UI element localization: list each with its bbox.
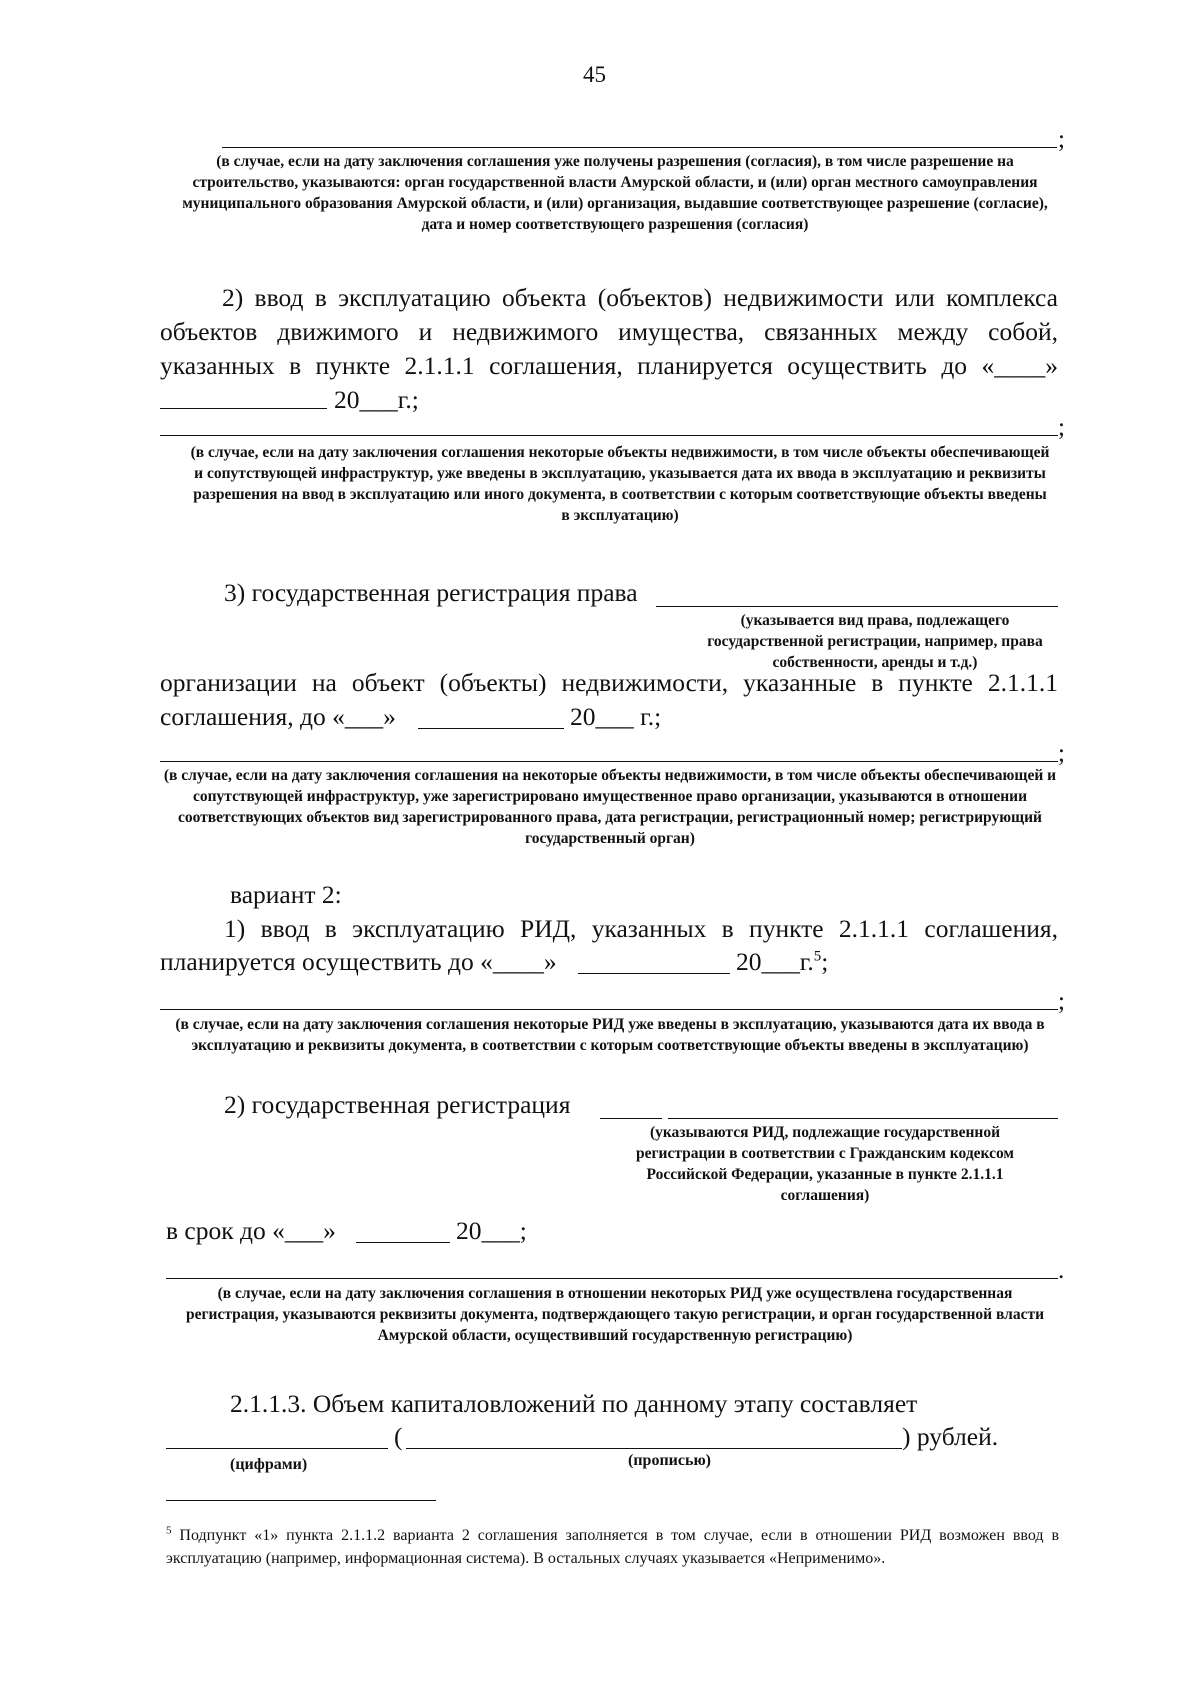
fill-line-commissioning [160, 435, 1058, 436]
item3-line3b: 20___ г.; [570, 702, 662, 731]
footnote-mark: 5 [166, 1524, 172, 1537]
fill-line-month-item2 [160, 408, 327, 409]
fill-line-rid-list [668, 1118, 1058, 1119]
capital-line1: 2.1.1.3. Объем капиталовложений по данному этапу составляет [230, 1389, 918, 1418]
fill-line-capital-words [406, 1448, 902, 1449]
footnote [166, 1524, 1059, 1570]
item2b-line2a: в срок до «___» [166, 1216, 336, 1245]
note-registered-rights: (в случае, если на дату заключения соглашения на некоторые объекты недвижимости, в том числе объекты обеспечивающей и сопутствующей инфраструктур, уже зарегистрировано имущественное право организации, указываются в отношении соответствующих объектов вид зарегистрированного права, дата регистрации, регистрационный номер; регистрирующий государственный орган) [163, 767, 1057, 847]
hint-rid-list: (указываются РИД, подлежащие государственной регистрации в соответствии с Гражданским кодексом Российской Федерации, указанные в пункте 2.1.1.1 соглашения) [635, 1124, 1014, 1204]
variant2-semicolon: ; [821, 947, 829, 976]
note-commissioning: (в случае, если на дату заключения соглашения некоторые объекты недвижимости, в том числе объекты обеспечивающей и сопутствующей инфраструктур, уже введены в эксплуатацию, указывается дата их ввода в эксплуатацию и реквизиты разрешения на ввод в эксплуатацию или иного документа, в соответствии с которым соответствующие объекты введены в эксплуатацию) [190, 444, 1050, 524]
note-permits: (в случае, если на дату заключения соглашения уже получены разрешения (согласия), в том числе разрешение на строительство, указываются: орган государственной власти Амурской области, и (или) орган местного самоуправления муниципального образования Амурской области, и (или) организация, выдавшие соответствующее разрешение (согласие), дата и номер соответствующего разрешения (согласия) [182, 153, 1048, 233]
item2-line4: 20___г.; [334, 385, 419, 414]
variant2-year: 20___г. [736, 947, 814, 976]
variant2-title: вариант 2: [230, 880, 342, 909]
item2b-line2b: 20___; [456, 1216, 527, 1245]
fill-line-permits [222, 147, 1057, 148]
hint-right-type: (указывается вид права, подлежащего государственной регистрации, например, права собственности, аренды и т.д.) [707, 612, 1043, 671]
item3-line2: организации на объект (объекты) недвижимости, указанные в пункте 2.1.1.1 [160, 668, 1058, 697]
item2-line2: объектов движимого и недвижимого имущества, связанных между собой, [160, 317, 1058, 346]
footnote-ref-5: 5 [813, 948, 822, 965]
capital-close: ) рублей. [902, 1422, 999, 1451]
fill-line-month-variant2 [578, 973, 730, 974]
fill-line-rid-registered [166, 1278, 1058, 1279]
fill-line-rid-commissioned [160, 1009, 1058, 1010]
item2-line1: 2) ввод в эксплуатацию объекта (объектов) недвижимости или комплекса [222, 283, 1058, 312]
item3-line3a: соглашения, до «___» [160, 702, 396, 731]
label-words: (прописью) [628, 1452, 711, 1469]
item2b-line1: 2) государственная регистрация [224, 1090, 571, 1119]
note-rid-registered: (в случае, если на дату заключения соглашения в отношении некоторых РИД уже осуществлена государственная регистрация, указываются реквизиты документа, подтверждающего такую регистрации, и орган государственной власти Амурской области, осуществивший государственную регистрацию) [185, 1285, 1045, 1344]
variant2-line2b [736, 945, 828, 979]
item3-line1: 3) государственная регистрация права [224, 578, 638, 607]
fill-line-capital-digits [166, 1448, 388, 1449]
fill-line-rid-short [600, 1118, 662, 1119]
line-semicolon: ; [1058, 126, 1065, 153]
label-digits: (цифрами) [230, 1456, 308, 1473]
line-semicolon: ; [1058, 740, 1065, 767]
capital-open-paren: ( [394, 1422, 403, 1451]
line-semicolon: ; [1058, 988, 1065, 1015]
fill-line-month-item2b [356, 1242, 450, 1243]
line-semicolon: ; [1058, 414, 1065, 441]
fill-line-month-item3 [418, 728, 564, 729]
page-number: 45 [583, 62, 606, 87]
variant2-line2a: планируется осуществить до «____» [160, 947, 557, 976]
note-rid-commissioned: (в случае, если на дату заключения соглашения некоторые РИД уже введены в эксплуатацию, указываются дата их ввода в эксплуатацию и реквизиты документа, в соответствии с которым соответствующие объекты введены в эксплуатацию) [175, 1016, 1045, 1054]
variant2-line1: 1) ввод в эксплуатацию РИД, указанных в пункте 2.1.1.1 соглашения, [224, 914, 1058, 943]
item2-line3: указанных в пункте 2.1.1.1 соглашения, планируется осуществить до «____» [160, 351, 1058, 380]
fill-line-right-type [656, 606, 1058, 607]
footnote-separator [166, 1500, 436, 1501]
fill-line-registered-rights [160, 761, 1058, 762]
line-period: . [1058, 1257, 1065, 1284]
footnote-text: Подпункт «1» пункта 2.1.1.2 варианта 2 соглашения заполняется в том случае, если в отношении РИД возможен ввод в эксплуатацию (например, информационная система). В остальных случаях указывается «Неприменимо». [166, 1527, 1060, 1567]
